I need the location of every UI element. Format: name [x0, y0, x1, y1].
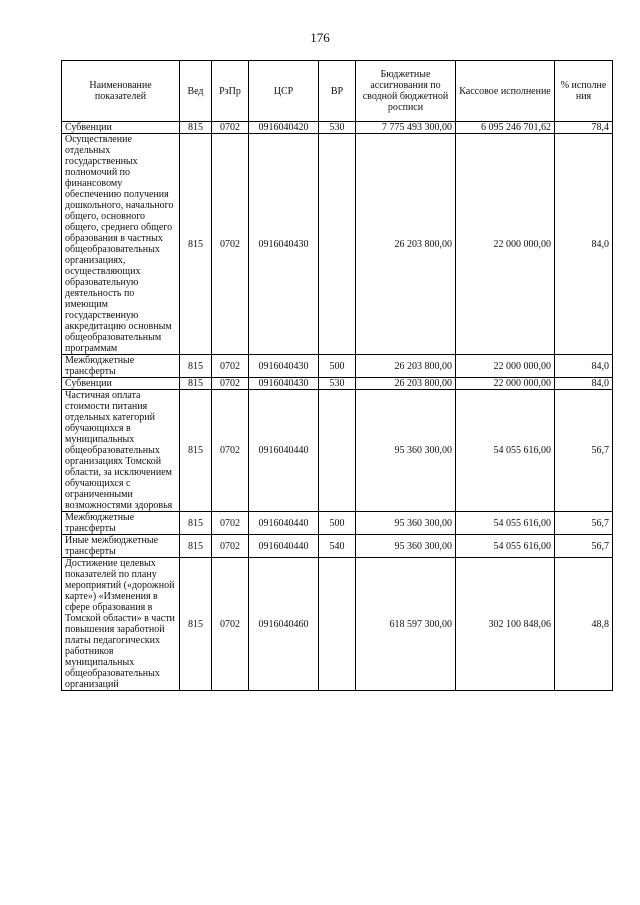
- row-budget: 95 360 300,00: [356, 512, 456, 535]
- row-budget: 618 597 300,00: [356, 558, 456, 691]
- row-vr: [319, 558, 356, 691]
- row-vr: 540: [319, 535, 356, 558]
- row-pct: 84,0: [555, 134, 613, 355]
- row-budget: 26 203 800,00: [356, 355, 456, 378]
- row-ved: 815: [180, 535, 212, 558]
- row-pct: 56,7: [555, 512, 613, 535]
- row-ved: 815: [180, 122, 212, 134]
- row-pct: 78,4: [555, 122, 613, 134]
- row-vr: 530: [319, 122, 356, 134]
- row-csr: 0916040430: [249, 378, 319, 390]
- table-row: [62, 390, 613, 512]
- header-kassa: Кассовое исполнение: [456, 61, 555, 122]
- row-rzpr: 0702: [212, 355, 249, 378]
- row-name: Частичная оплата стоимости питания отдельных категорий обучающихся в муниципальных общеобразовательных организациях Томской области, за исключением обучающихся с ограниченными возможностями здоровья: [62, 390, 180, 512]
- row-csr: 0916040420: [249, 122, 319, 134]
- row-pct: 84,0: [555, 355, 613, 378]
- page-number: 176: [310, 30, 330, 45]
- table-row: [62, 512, 613, 535]
- row-csr: 0916040440: [249, 535, 319, 558]
- row-csr: 0916040440: [249, 390, 319, 512]
- budget-execution-table: [61, 60, 613, 691]
- header-budget: Бюджетные ассигнования по сводной бюджетной росписи: [356, 61, 456, 122]
- row-ved: 815: [180, 512, 212, 535]
- row-vr: 500: [319, 355, 356, 378]
- row-budget: 26 203 800,00: [356, 378, 456, 390]
- row-rzpr: 0702: [212, 512, 249, 535]
- row-vr: [319, 134, 356, 355]
- row-csr: 0916040440: [249, 512, 319, 535]
- row-kassa: 302 100 848,06: [456, 558, 555, 691]
- row-budget: 7 775 493 300,00: [356, 122, 456, 134]
- row-name: Осуществление отдельных государственных полномочий по финансовому обеспечению получения дошкольного, начального общего, основного общего, среднего общего образования в частных общеобразовательных организациях, осуществляющих образовательную деятельность по имеющим государственную аккредитацию основным общеобразовательным программам: [62, 134, 180, 355]
- row-ved: 815: [180, 390, 212, 512]
- table-row: [62, 355, 613, 378]
- table-row: [62, 535, 613, 558]
- row-name: Достижение целевых показателей по плану мероприятий («дорожной карте») «Изменения в сфере образования в Томской области» в части повышения заработной платы педагогических работников муниципальных общеобразовательных организаций: [62, 558, 180, 691]
- header-name: Наименование показателей: [62, 61, 180, 122]
- row-csr: 0916040430: [249, 355, 319, 378]
- row-kassa: 22 000 000,00: [456, 355, 555, 378]
- row-budget: 26 203 800,00: [356, 134, 456, 355]
- row-kassa: 22 000 000,00: [456, 378, 555, 390]
- row-name: Субвенции: [62, 122, 180, 134]
- row-kassa: 22 000 000,00: [456, 134, 555, 355]
- header-pct: % исполне ния: [555, 61, 613, 122]
- row-name: Иные межбюджетные трансферты: [62, 535, 180, 558]
- row-pct: 84,0: [555, 378, 613, 390]
- row-kassa: 54 055 616,00: [456, 390, 555, 512]
- row-rzpr: 0702: [212, 558, 249, 691]
- header-ved: Вед: [180, 61, 212, 122]
- row-ved: 815: [180, 558, 212, 691]
- row-vr: 530: [319, 378, 356, 390]
- header-vr: ВР: [319, 61, 356, 122]
- row-kassa: 54 055 616,00: [456, 535, 555, 558]
- row-name: Межбюджетные трансферты: [62, 355, 180, 378]
- row-kassa: 6 095 246 701,62: [456, 122, 555, 134]
- row-vr: 500: [319, 512, 356, 535]
- table-row: [62, 558, 613, 691]
- table-header-row: [62, 61, 613, 122]
- header-csr: ЦСР: [249, 61, 319, 122]
- row-rzpr: 0702: [212, 122, 249, 134]
- table-row: [62, 378, 613, 390]
- row-rzpr: 0702: [212, 134, 249, 355]
- row-csr: 0916040430: [249, 134, 319, 355]
- row-name: Субвенции: [62, 378, 180, 390]
- row-budget: 95 360 300,00: [356, 535, 456, 558]
- row-kassa: 54 055 616,00: [456, 512, 555, 535]
- row-pct: 56,7: [555, 535, 613, 558]
- table-row: [62, 122, 613, 134]
- row-name: Межбюджетные трансферты: [62, 512, 180, 535]
- row-rzpr: 0702: [212, 378, 249, 390]
- header-rzpr: РзПр: [212, 61, 249, 122]
- row-ved: 815: [180, 134, 212, 355]
- row-pct: 48,8: [555, 558, 613, 691]
- table-row: [62, 134, 613, 355]
- row-rzpr: 0702: [212, 535, 249, 558]
- row-pct: 56,7: [555, 390, 613, 512]
- row-rzpr: 0702: [212, 390, 249, 512]
- row-csr: 0916040460: [249, 558, 319, 691]
- row-ved: 815: [180, 355, 212, 378]
- row-vr: [319, 390, 356, 512]
- row-ved: 815: [180, 378, 212, 390]
- row-budget: 95 360 300,00: [356, 390, 456, 512]
